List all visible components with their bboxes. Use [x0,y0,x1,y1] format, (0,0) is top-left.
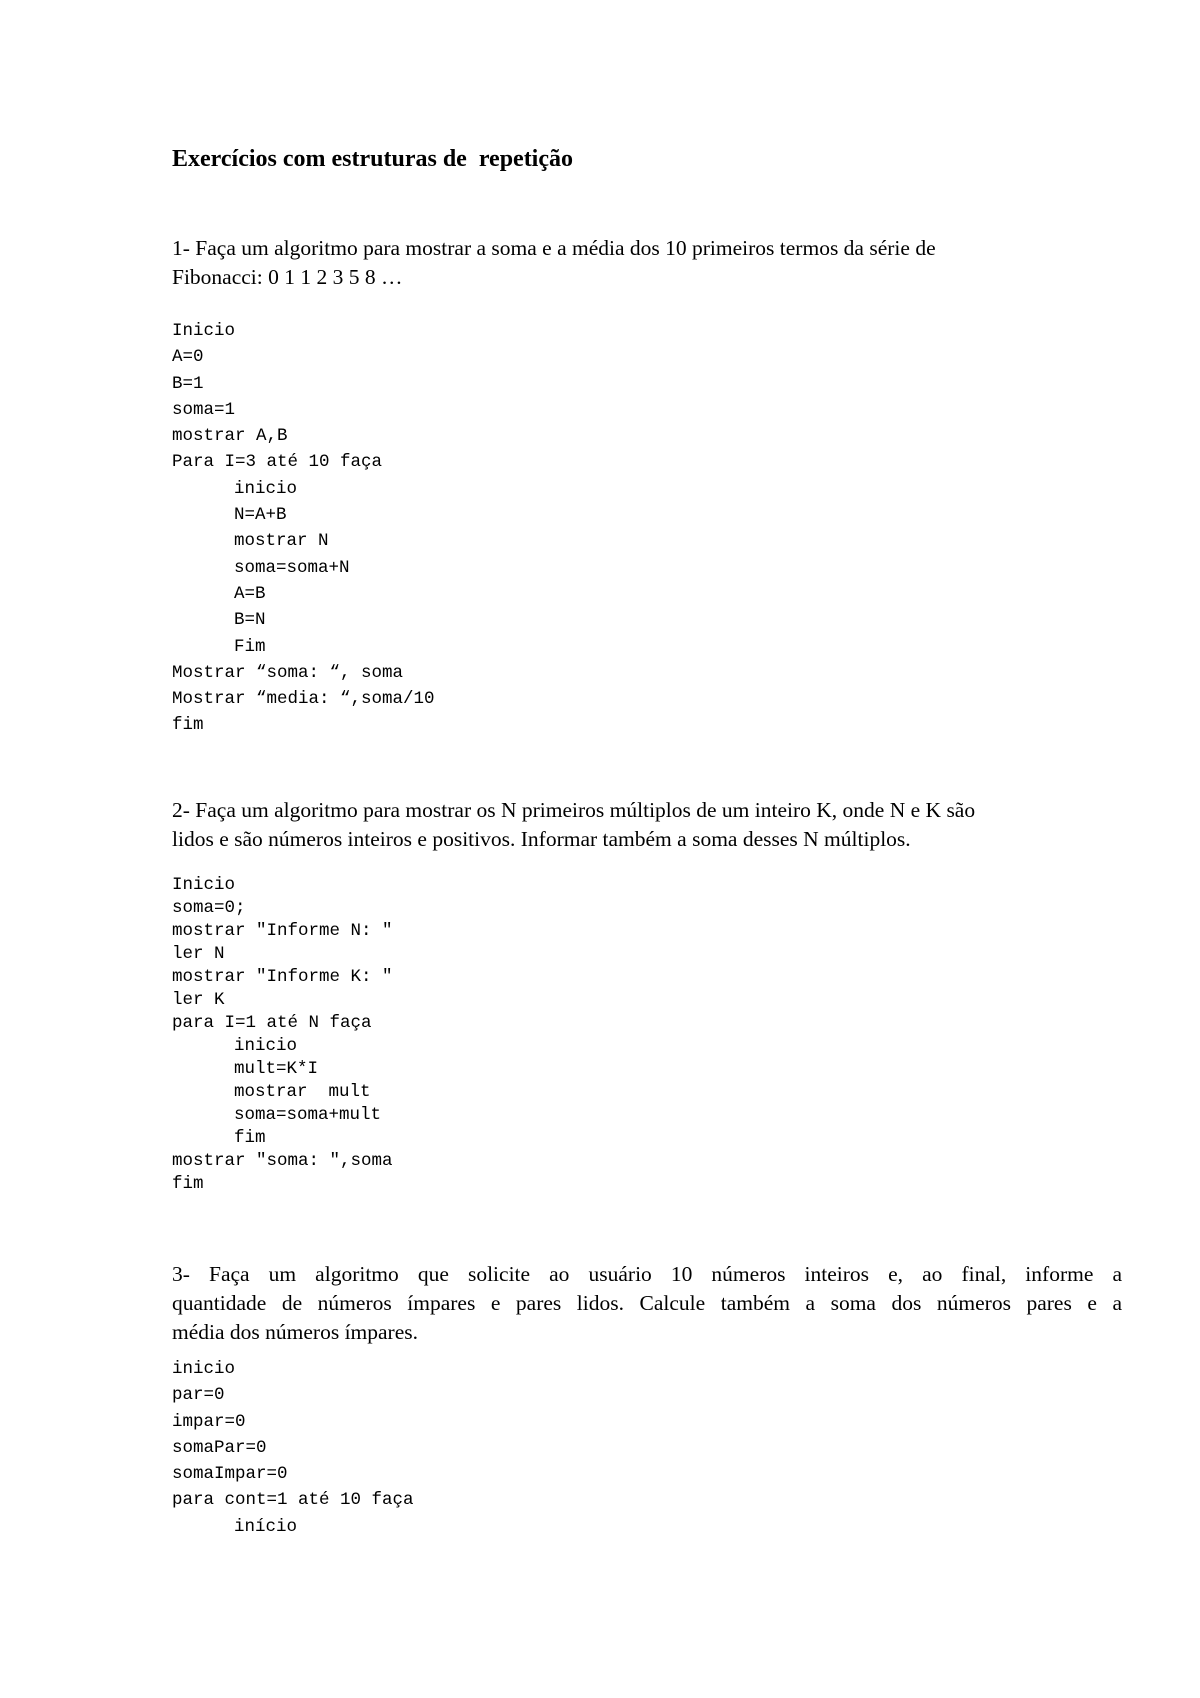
code-line: impar=0 [172,1411,246,1432]
code-line: mostrar A,B [172,426,288,447]
exercise-2-statement-line: lidos e são números inteiros e positivos. Informar também a soma desses N múltiplos. [172,827,911,851]
code-line: mostrar "Informe K: " [172,967,393,987]
code-line: fim [172,715,204,736]
code-line: Mostrar “media: “,soma/10 [172,689,435,710]
exercise-3-statement-line: média dos números ímpares. [172,1320,419,1344]
code-line: A=0 [172,347,204,368]
code-line: para I=1 até N faça [172,1013,372,1033]
code-line: fim [234,1128,266,1148]
code-line: mostrar N [234,531,329,552]
exercise-1-statement-line: 1- Faça um algoritmo para mostrar a soma e a média dos 10 primeiros termos da série de [172,236,936,260]
page-title: Exercícios com estruturas de repetição [172,146,574,172]
code-line: soma=0; [172,898,246,918]
exercise-2-code-block [172,874,393,1196]
code-line: inicio [234,478,298,499]
code-line: somaImpar=0 [172,1464,288,1485]
exercise-3-code-block [172,1356,414,1540]
code-line: inicio [234,1036,298,1056]
code-line: mostrar mult [234,1082,371,1102]
code-line: soma=soma+mult [234,1105,382,1125]
exercise-2-statement [172,796,1092,854]
code-line: somaPar=0 [172,1437,267,1458]
code-line: mult=K*I [234,1059,319,1079]
exercise-3-statement-line: 3- Faça um algoritmo que solicite ao usuário 10 números inteiros e, ao final, informe a [172,1262,1122,1286]
exercise-2-statement-line: 2- Faça um algoritmo para mostrar os N primeiros múltiplos de um inteiro K, onde N e K são [172,798,976,822]
code-line: B=N [234,610,266,631]
code-line: soma=1 [172,399,236,420]
code-line: Mostrar “soma: “, soma [172,662,404,683]
exercise-1-statement [172,234,1042,292]
code-line: par=0 [172,1385,225,1406]
exercise-3-statement-line: quantidade de números ímpares e pares lidos. Calcule também a soma dos números pares e a [172,1291,1122,1315]
code-line: Fim [234,636,266,657]
code-line: mostrar "soma: ",soma [172,1151,393,1171]
code-line: ler N [172,944,225,964]
exercise-1-code-block [172,318,435,739]
code-line: soma=soma+N [234,557,350,578]
code-line: Inicio [172,875,236,895]
code-line: Inicio [172,321,236,341]
code-line: B=1 [172,373,204,394]
code-line: inicio [172,1359,236,1379]
code-line: mostrar "Informe N: " [172,921,393,941]
exercise-3-statement [172,1260,1122,1347]
code-line: fim [172,1174,204,1194]
code-line: N=A+B [234,505,287,526]
code-line: A=B [234,583,266,604]
exercise-1-statement-line: Fibonacci: 0 1 1 2 3 5 8 … [172,265,403,289]
code-line: ler K [172,990,225,1010]
code-line: Para I=3 até 10 faça [172,452,383,473]
code-line: para cont=1 até 10 faça [172,1490,414,1511]
code-line: início [234,1516,298,1537]
